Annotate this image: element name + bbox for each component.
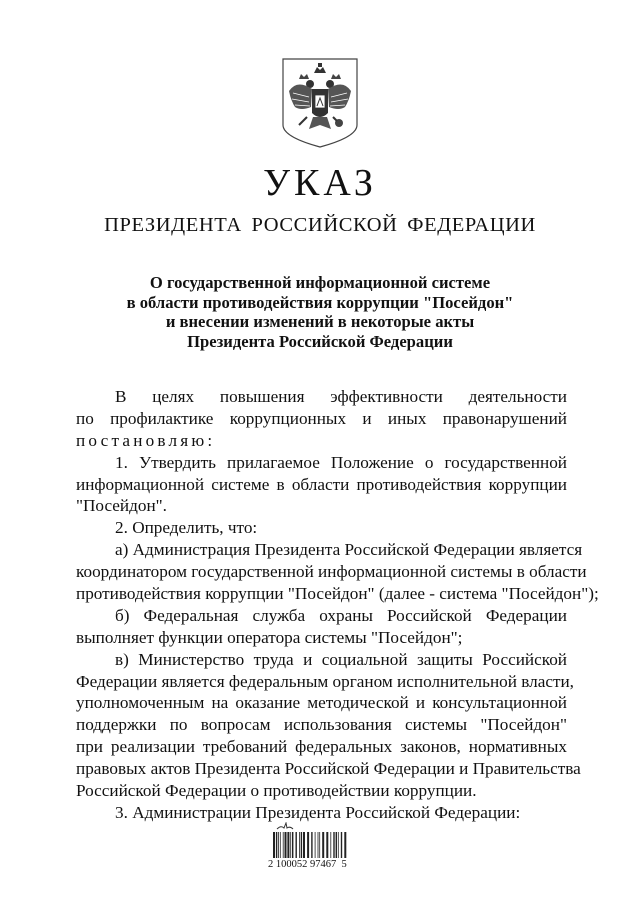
barcode-bar xyxy=(344,832,346,858)
barcode-bar xyxy=(338,832,339,858)
body-line: "Посейдон". xyxy=(76,496,167,516)
barcode-bar xyxy=(280,832,281,858)
body-line: 2. Определить, что: xyxy=(115,518,258,538)
heading-line: Президента Российской Федерации xyxy=(187,331,453,351)
body-line: по профилактике коррупционных и иных правонарушений xyxy=(76,408,567,428)
decree-body xyxy=(76,386,599,824)
body-line: постановляю: xyxy=(76,430,216,450)
body-line: 3. Администрации Президента Российской Федерации: xyxy=(115,802,521,822)
barcode-bar xyxy=(283,832,284,858)
body-line: информационной системе в области противодействия коррупции xyxy=(76,474,567,494)
barcode-bar xyxy=(296,832,297,858)
barcode-bar xyxy=(336,832,337,858)
barcode-bar xyxy=(315,832,316,858)
barcode-bar xyxy=(341,832,342,858)
barcode xyxy=(268,822,388,882)
body-line: координатором государственной информационной системы в области xyxy=(76,562,587,582)
document-subtitle: ПРЕЗИДЕНТА РОССИЙСКОЙ ФЕДЕРАЦИИ xyxy=(104,214,536,236)
barcode-bar xyxy=(292,832,293,858)
body-line: б) Федеральная служба охраны Российской Федерации xyxy=(115,605,567,625)
barcode-bar xyxy=(303,832,305,858)
barcode-bar xyxy=(278,832,279,858)
body-line: правовых актов Президента Российской Федерации и Правительства xyxy=(76,759,581,779)
body-line: в) Министерство труда и социальной защиты Российской xyxy=(115,649,567,669)
barcode-bar xyxy=(330,832,331,858)
barcode-bar xyxy=(307,832,309,858)
barcode-bars xyxy=(272,832,348,858)
body-line: Федерации является федеральным органом исполнительной власти, xyxy=(76,671,574,691)
barcode-bar xyxy=(318,832,319,858)
barcode-bar xyxy=(285,832,287,858)
barcode-bar xyxy=(319,832,320,858)
body-line: выполняет функции оператора системы "Посейдон"; xyxy=(76,627,463,647)
barcode-bar xyxy=(299,832,300,858)
barcode-bar xyxy=(333,832,334,858)
barcode-bar xyxy=(290,832,291,858)
barcode-logo-icon xyxy=(276,822,294,830)
body-line: а) Администрация Президента Российской Федерации является xyxy=(115,540,583,560)
heading-line: и внесении изменений в некоторые акты xyxy=(165,312,475,331)
body-line: 1. Утвердить прилагаемое Положение о государственной xyxy=(115,452,567,472)
barcode-bar xyxy=(326,832,328,858)
body-line: поддержки по вопросам использования системы "Посейдон" xyxy=(76,715,567,735)
barcode-number: 2 100052 97467 5 xyxy=(268,859,347,870)
document-title: УКАЗ xyxy=(263,162,377,204)
heading-line: в области противодействия коррупции "Посейдон" xyxy=(126,292,514,312)
decree-heading xyxy=(100,273,540,351)
barcode-bar xyxy=(311,832,312,858)
barcode-bar xyxy=(276,832,277,858)
body-line: при реализации требований федеральных законов, нормативных xyxy=(76,737,567,757)
heading-line: О государственной информационной системе xyxy=(149,273,491,292)
coat-of-arms-icon xyxy=(277,55,363,150)
body-line: противодействия коррупции "Посейдон" (далее - система "Посейдон"); xyxy=(76,584,599,604)
barcode-bar xyxy=(287,832,289,858)
body-line: В целях повышения эффективности деятельности xyxy=(115,387,567,406)
barcode-bar xyxy=(322,832,324,858)
barcode-bar xyxy=(301,832,302,858)
body-line: Российской Федерации о противодействии коррупции. xyxy=(76,781,477,801)
body-line: уполномоченным на оказание методической и консультационной xyxy=(76,693,567,713)
barcode-bar xyxy=(273,832,275,858)
